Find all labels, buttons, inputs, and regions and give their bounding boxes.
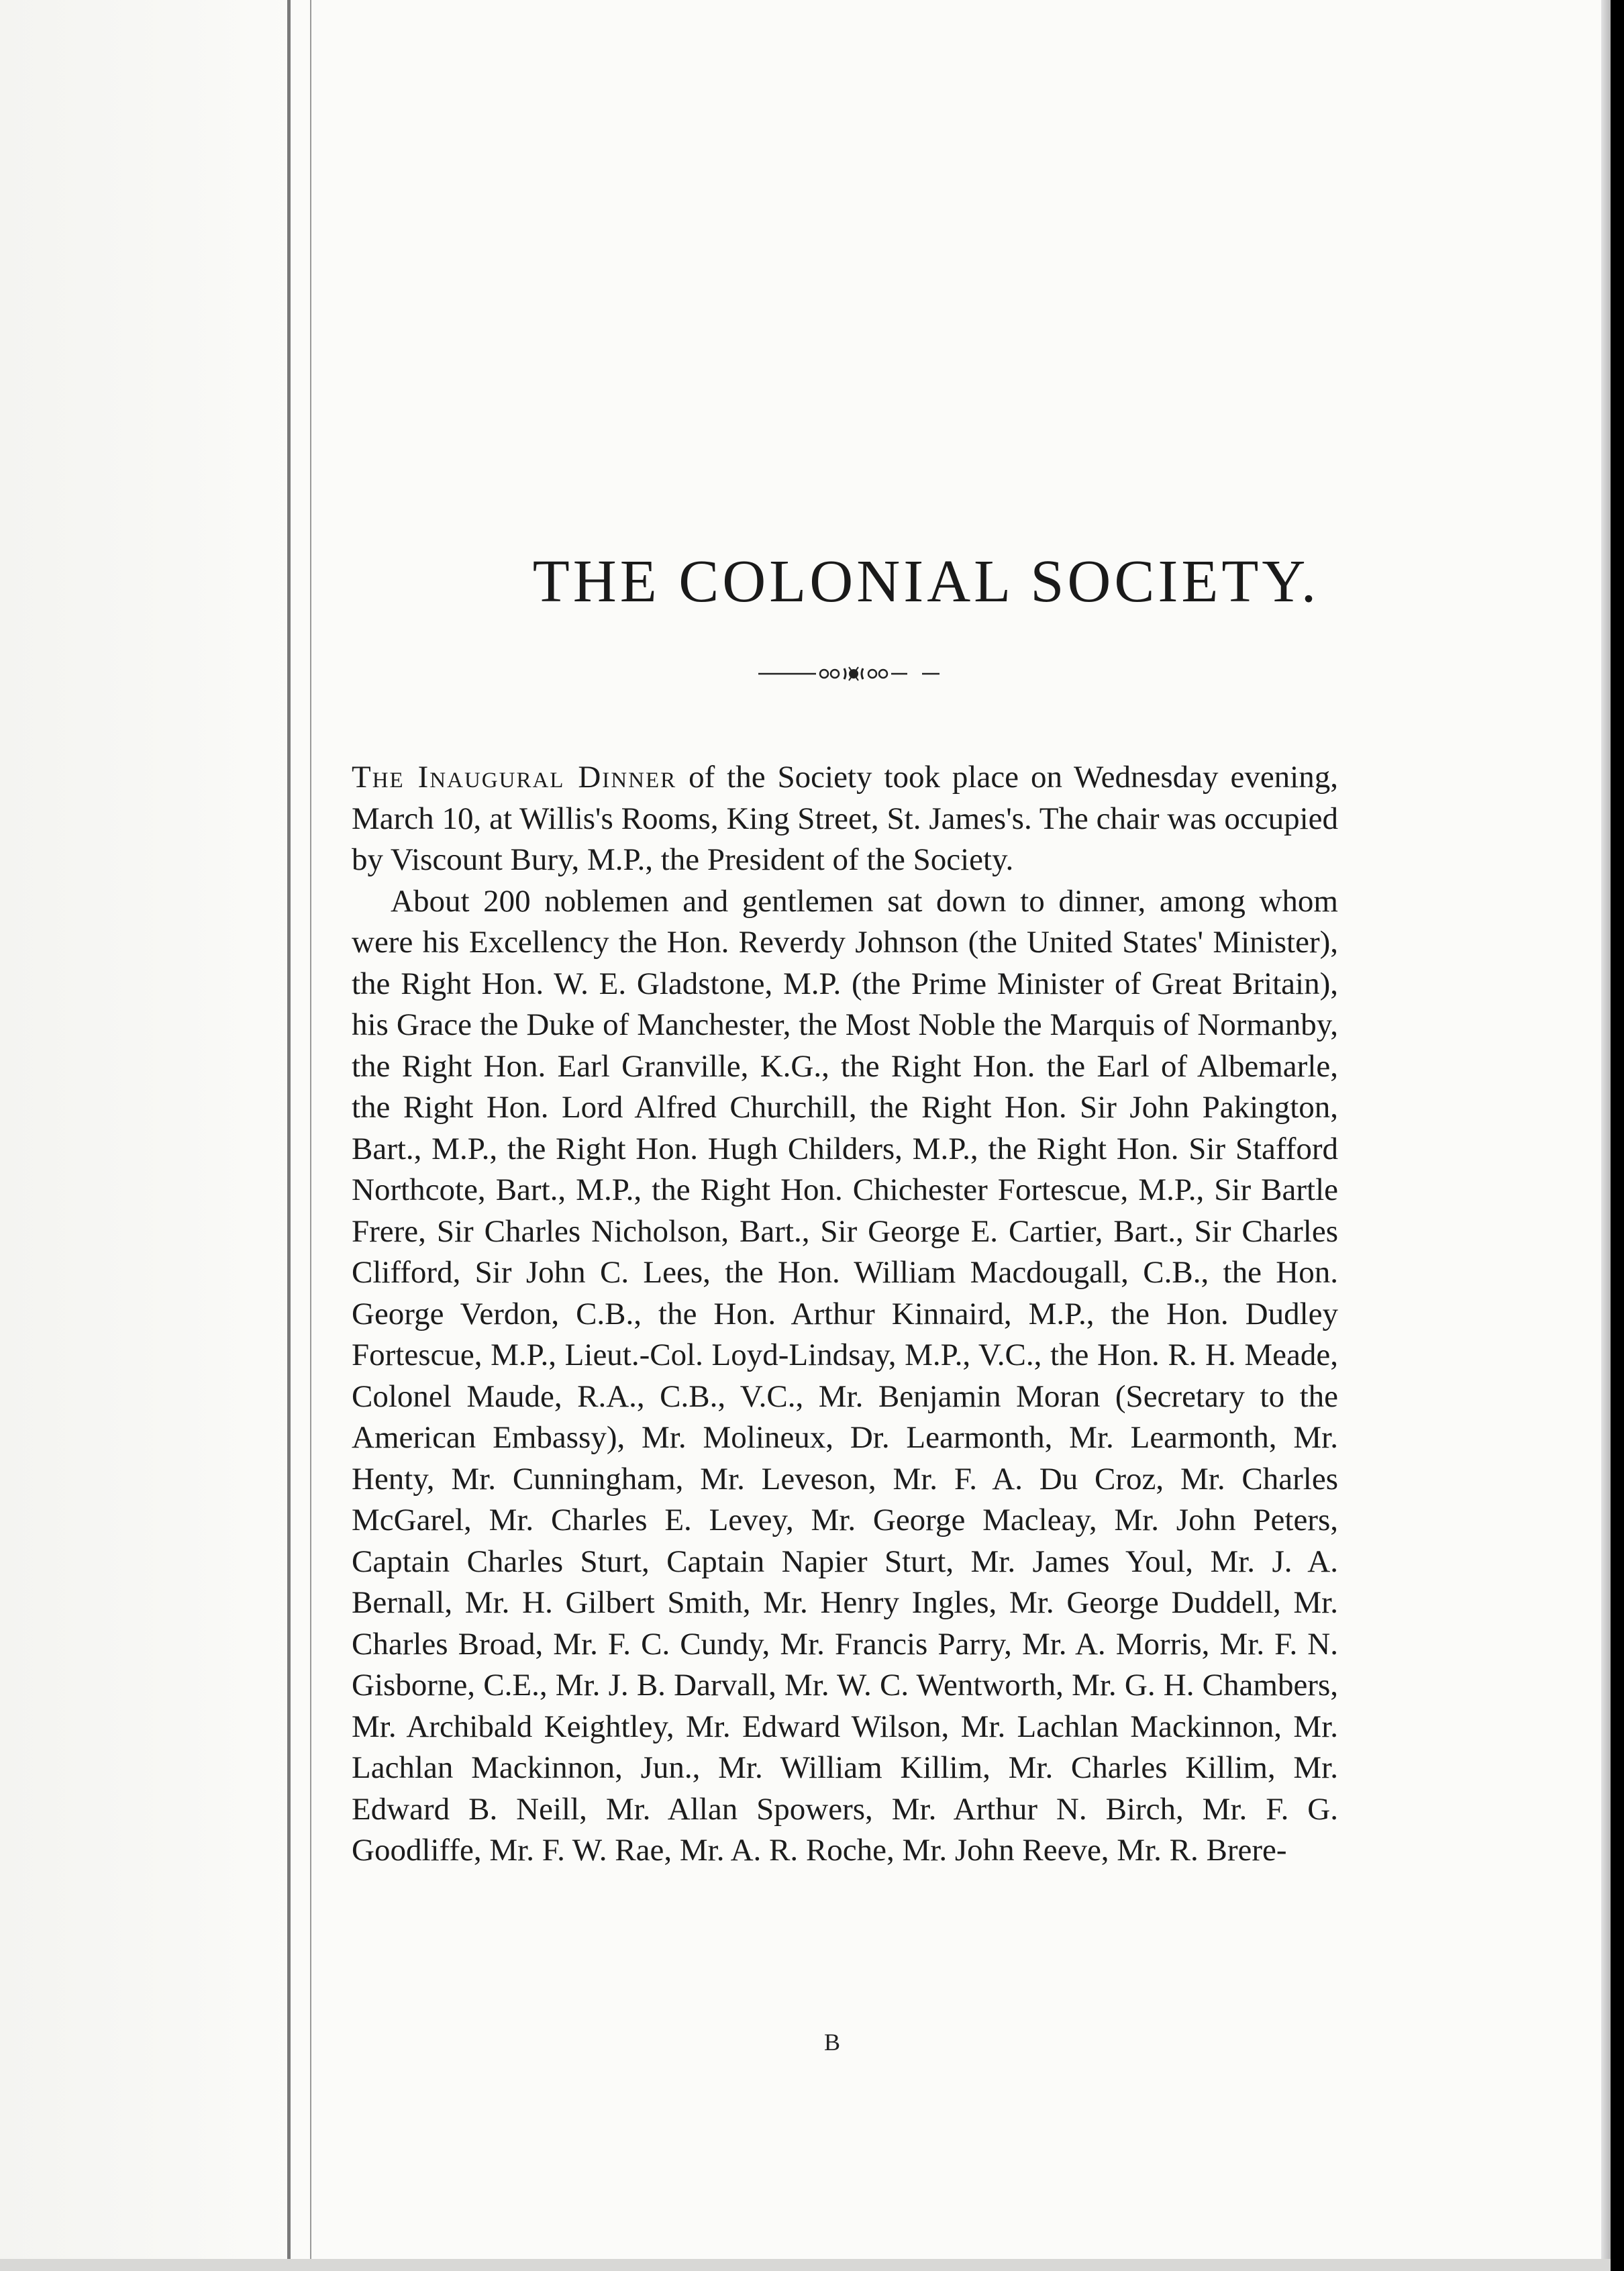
gutter-rule-inner <box>310 0 311 2271</box>
article-body <box>352 757 1338 1872</box>
page-edge <box>1601 0 1611 2271</box>
page-title: THE COLONIAL SOCIETY. <box>532 548 1320 615</box>
ornament-divider <box>758 659 940 686</box>
lead-in-smallcaps: The Inaugural Dinner <box>352 760 677 795</box>
binding-gutter <box>0 0 295 2271</box>
intro-text: of the Society took place on Wednesday evening, March 10, at Willis's Rooms, King Street, St. James's. The chair was occupied by Viscount Bury, M.P., the President of the Society. <box>352 760 1338 877</box>
paragraph-intro <box>352 757 1338 881</box>
page-bottom-edge <box>0 2259 1611 2271</box>
paragraph-attendees: About 200 noblemen and gentlemen sat down to dinner, among whom were his Excellency the Hon. Reverdy Johnson (the United States' Minister), the Right Hon. W. E. Gladstone, M.P. (the Prime Minister of Great Britain), his Grace the Duke of Manchester, the Most Noble the Marquis of Normanby, the Right Hon. Earl Granville, K.G., the Right Hon. the Earl of Albemarle, the Right Hon. Lord Alfred Churchill, the Right Hon. Sir John Pakington, Bart., M.P., the Right Hon. Hugh Childers, M.P., the Right Hon. Sir Stafford Northcote, Bart., M.P., the Right Hon. Chichester Fortescue, M.P., Sir Bartle Frere, Sir Charles Nicholson, Bart., Sir George E. Cartier, Bart., Sir Charles Clifford, Sir John C. Lees, the Hon. William Macdougall, C.B., the Hon. George Verdon, C.B., the Hon. Arthur Kinnaird, M.P., the Hon. Dudley Fortescue, M.P., Lieut.-Col. Loyd-Lindsay, M.P., V.C., the Hon. R. H. Meade, Colonel Maude, R.A., C.B., V.C., Mr. Benjamin Moran (Secretary to the American Embassy), Mr. Molineux, Dr. Learmonth, Mr. Learmonth, Mr. Henty, Mr. Cunningham, Mr. Leveson, Mr. F. A. Du Croz, Mr. Charles McGarel, Mr. Charles E. Levey, Mr. George Macleay, Mr. John Peters, Captain Charles Sturt, Captain Napier Sturt, Mr. James Youl, Mr. J. A. Bernall, Mr. H. Gilbert Smith, Mr. Henry Ingles, Mr. George Duddell, Mr. Charles Broad, Mr. F. C. Cundy, Mr. Francis Parry, Mr. A. Morris, Mr. F. N. Gisborne, C.E., Mr. J. B. Darvall, Mr. W. C. Wentworth, Mr. G. H. Chambers, Mr. Archibald Keightley, Mr. Edward Wilson, Mr. Lachlan Mackinnon, Mr. Lachlan Mackinnon, Jun., Mr. William Killim, Mr. Charles Killim, Mr. Edward B. Neill, Mr. Allan Spowers, Mr. Arthur N. Birch, Mr. F. G. Goodliffe, Mr. F. W. Rae, Mr. A. R. Roche, Mr. John Reeve, Mr. R. Brere- <box>352 883 1338 1868</box>
signature-mark: B <box>824 2029 841 2056</box>
gutter-rule <box>287 0 291 2271</box>
